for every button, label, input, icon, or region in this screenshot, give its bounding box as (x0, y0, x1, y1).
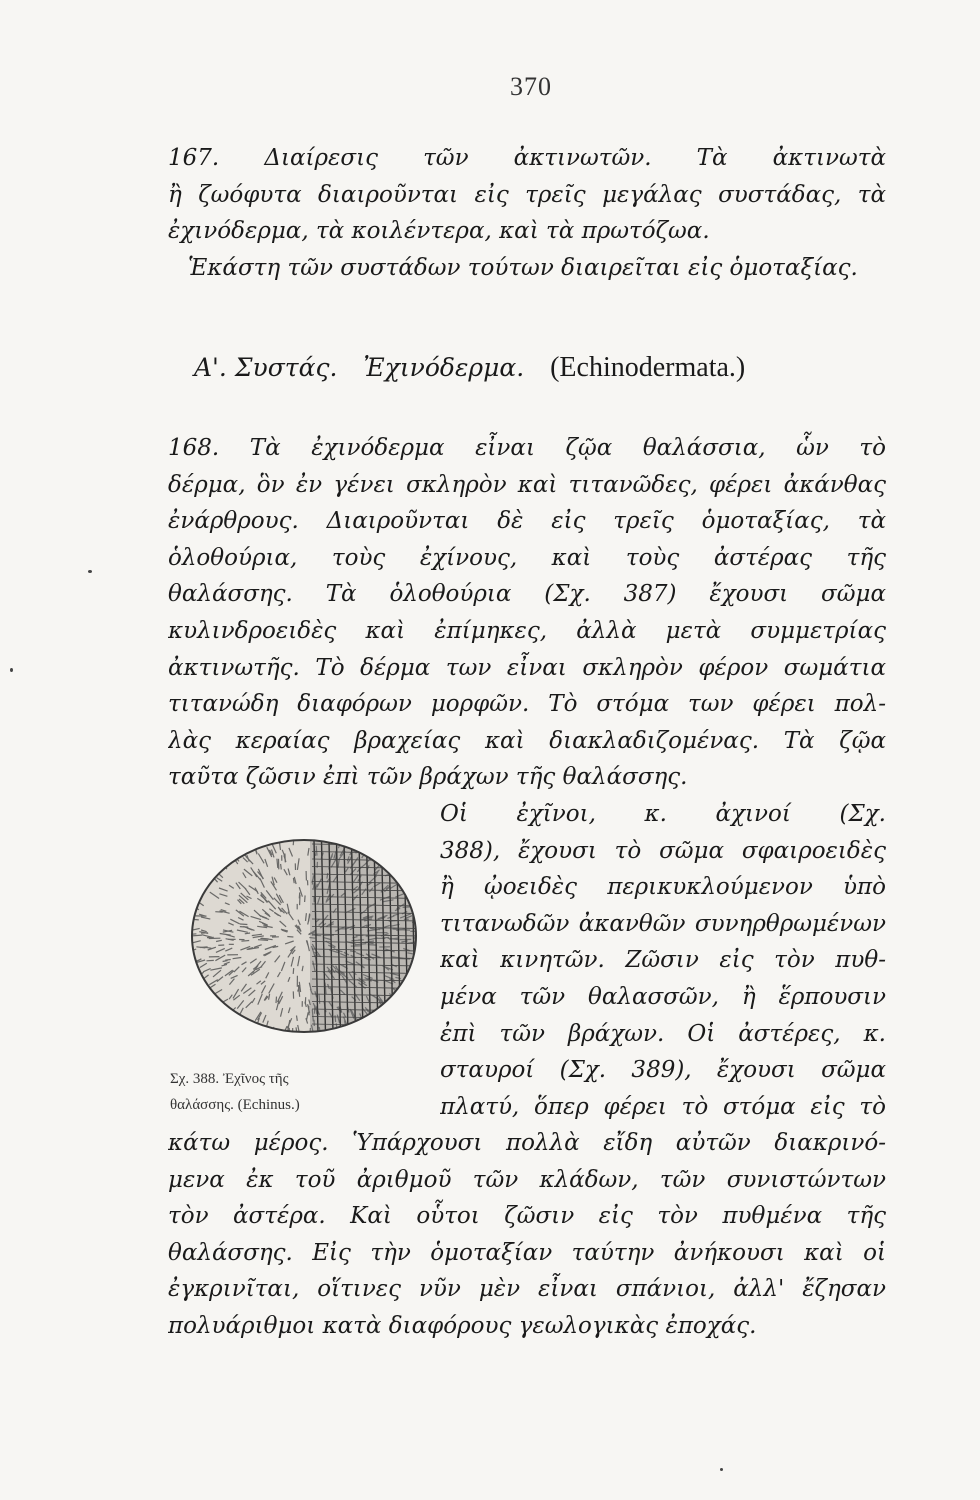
paper-speck (720, 1468, 723, 1471)
text-line: τιτανωδῶν ἀκανθῶν συνηρθρωμένων (440, 910, 886, 937)
text-line: 167. Διαίρεσις τῶν ἀκτινωτῶν. Τὰ ἀκτινωτὰ (168, 145, 886, 171)
text-line: ἢ ζωόφυτα διαιροῦνται εἰς τρεῖς μεγάλας συστάδας, τὰ (168, 181, 886, 208)
text-line: λὰς κεραίας βραχείας καὶ διακλαδιζομένας. Τὰ ζῷα (168, 727, 886, 754)
text-line: Οἱ ἐχῖνοι, κ. ἀχινοί (Σχ. (440, 801, 886, 827)
text-line: ταῦτα ζῶσιν ἐπὶ τῶν βράχων τῆς θαλάσσης. (168, 764, 688, 791)
text-line: τιτανώδη διαφόρων μορφῶν. Τὸ στόμα των φέρει πολ- (168, 691, 886, 718)
text-line: ὁλοθούρια, τοὺς ἐχίνους, καὶ τοὺς ἀστέρας τῆς (168, 544, 886, 571)
page-number: 370 (510, 72, 552, 101)
text-line: πολυάριθμοι κατὰ διαφόρους γεωλογικὰς ἐποχάς. (168, 1312, 757, 1339)
text-line: ἀκτινωτῆς. Τὸ δέρμα των εἶναι σκληρὸν φέρον σωμάτια (168, 654, 886, 681)
text-line: θαλάσσης. Τὰ ὁλοθούρια (Σχ. 387) ἔχουσι σῶμα (168, 581, 886, 608)
paper-speck (88, 570, 92, 573)
paragraph-168 (168, 430, 886, 796)
text-line: καὶ κινητῶν. Ζῶσιν εἰς τὸν πυθ- (440, 947, 886, 974)
caption-line: Σχ. 388. Ἐχῖνος τῆς (170, 1071, 289, 1087)
text-line: κυλινδροειδὲς καὶ ἐπίμηκες, ἀλλὰ μετὰ συμμετρίας (168, 617, 886, 644)
text-line: θαλάσσης. Εἰς τὴν ὁμοταξίαν ταύτην ἀνήκουσι καὶ οἱ (168, 1239, 886, 1266)
text-line: ἐνάρθρους. Διαιροῦνται δὲ εἰς τρεῖς ὁμοταξίας, τὰ (168, 508, 886, 535)
text-line: ἐχινόδερμα, τὰ κοιλέντερα, καὶ τὰ πρωτόζωα. (168, 218, 710, 245)
paragraph-echinoi (440, 796, 886, 1125)
text-line: ἐπὶ τῶν βράχων. Οἱ ἀστέρες, κ. (440, 1020, 886, 1047)
text-line: κάτω μέρος. Ὑπάρχουσι πολλὰ εἴδη αὐτῶν διακρινό- (168, 1130, 886, 1156)
caption-line: θαλάσσης. (Echinus.) (170, 1097, 300, 1113)
text-line: τὸν ἀστέρα. Καὶ οὗτοι ζῶσιν εἰς τὸν πυθμένα τῆς (168, 1203, 886, 1230)
paragraph-167 (168, 140, 886, 286)
text-line: δέρμα, ὃν ἐν γένει σκληρὸν καὶ τιτανῶδες, φέρει ἀκάνθας (168, 471, 886, 498)
text-line: Ἑκάστη τῶν συστάδων τούτων διαιρεῖται εἰς ὁμοταξίας. (188, 254, 858, 281)
sea-urchin-icon (172, 818, 434, 1058)
text-line: 168. Τὰ ἐχινόδερμα εἶναι ζῷα θαλάσσια, ὧν τὸ (168, 435, 886, 461)
text-line: μενα ἐκ τοῦ ἀριθμοῦ τῶν κλάδων, τῶν συνιστώντων (168, 1166, 886, 1193)
text-line: μένα τῶν θαλασσῶν, ἢ ἕρπουσιν (440, 983, 886, 1010)
figure-caption (170, 1066, 430, 1118)
text-line: ἐγκρινῖται, οἵτινες νῦν μὲν εἶναι σπάνιοι, ἀλλ' ἔζησαν (168, 1276, 886, 1303)
text-line: πλατύ, ὅπερ φέρει τὸ στόμα εἰς τὸ (440, 1093, 886, 1120)
section-latin-title: (Echinodermata.) (550, 352, 746, 383)
paragraph-asteres (168, 1125, 886, 1345)
text-line: 388), ἔχουσι τὸ σῶμα σφαιροειδὲς (440, 837, 886, 864)
text-line: ἢ ᾠοειδὲς περικυκλούμενον ὑπὸ (440, 874, 886, 901)
section-heading (194, 352, 894, 384)
section-number: Α'. Συστάς. (194, 353, 338, 382)
text-line: σταυροί (Σχ. 389), ἔχουσι σῶμα (440, 1057, 886, 1084)
section-greek-title: Ἐχινόδερμα. (363, 353, 525, 382)
paper-speck (10, 668, 13, 672)
